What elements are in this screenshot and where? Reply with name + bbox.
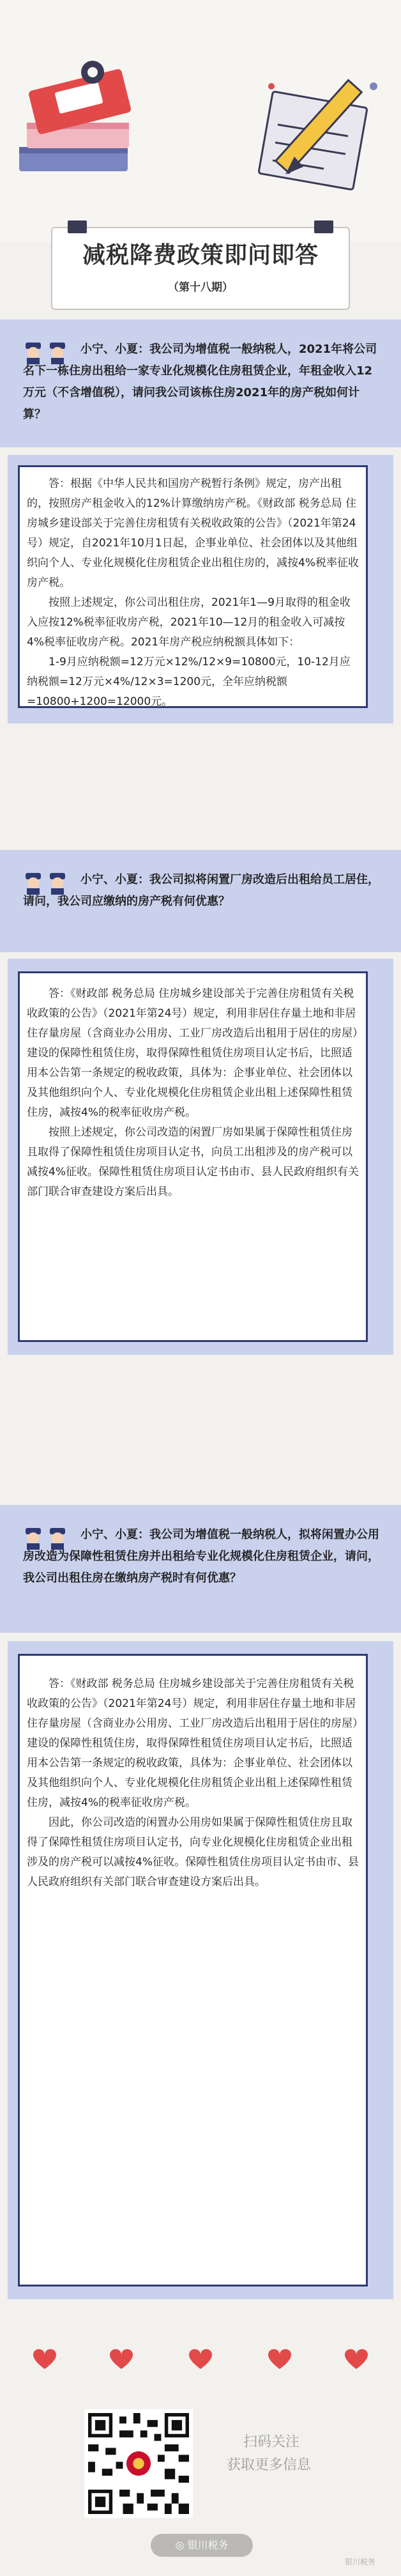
- brand-badge: [151, 2534, 253, 2557]
- question-text: 小宁、小夏：我公司为增值税一般纳税人，拟将闲置办公用房改造为保障性租赁住房并出租给专业化规模化住房租赁企业，请问，我公司出租住房在缴纳房产税时有何优惠？: [23, 1528, 379, 1585]
- scan-prompt: [227, 2431, 367, 2477]
- answer-paragraph: 因此，你公司改造的闲置办公用房如果属于保障性租赁住房且取得了保障性租赁住房项目认定书，向专业化规模化住房租赁企业出租涉及的房产税可以减按4%征收。保障性租赁住房项目认定书由市、县人民政府组织有关部门联合审查建设方案后出具。: [27, 1816, 359, 1888]
- brand-logo-icon: ◎: [175, 2539, 188, 2551]
- brand-label: 银川税务: [187, 2539, 229, 2551]
- issue-number: （第十八期）: [168, 281, 233, 294]
- hearts-decoration: [0, 2342, 401, 2380]
- watermark: 银川税务: [345, 2557, 376, 2566]
- scan-line-2: 获取更多信息: [227, 2457, 312, 2473]
- title-card: [51, 227, 350, 310]
- question-text: 小宁、小夏：我公司拟将闲置厂房改造后出租给员工居住，请问，我公司应缴纳的房产税有何优惠？: [23, 873, 379, 908]
- header: [0, 0, 401, 243]
- answer-text-3: [27, 1674, 359, 1892]
- qr-code[interactable]: [84, 2409, 193, 2518]
- answer-paragraph: 按照上述规定，你公司改造的闲置厂房如果属于保障性租赁住房且取得了保障性租赁住房项目认定书，向员工出租涉及的房产税可以减按4%征收。保障性租赁住房项目认定书由市、县人民政府组织有关部门联合审查建设方案后出具。: [27, 1126, 359, 1198]
- answer-paragraph: 答：根据《中华人民共和国房产税暂行条例》规定，房产出租的，按照房产租金收入的12%计算缴纳房产税。《财政部 税务总局 住房城乡建设部关于完善住房租赁有关税收政策的公告》（2021年第24号）规定，自2021年10月1日起，企事业单位、社会团体以及其他组织向个人、专业化规模化住房租赁企业出租住房的，减按4%税率征收房产税。: [27, 477, 359, 589]
- answer-text-1: [27, 474, 359, 712]
- books-icon: [13, 51, 147, 192]
- page-title: 减税降费政策即问即答: [82, 242, 319, 268]
- answer-paragraph: 答：《财政部 税务总局 住房城乡建设部关于完善住房租赁有关税收政策的公告》（2021年第24号）规定，利用非居住存量土地和非居住存量房屋（含商业办公用房、工业厂房改造后出租用于居住的房屋）建设的保障性租赁住房，取得保障性租赁住房项目认定书后，比照适用本公告第一条规定的税收政策，具体为：企事业单位、社会团体以及其他组织向个人、专业化规模化住房租赁企业出租上述保障性租赁住房，减按4%的税率征收房产税。: [27, 1677, 358, 1809]
- answer-paragraph: 1-9月应纳税额=12万元×12%/12×9=10800元，10-12月应纳税额=12万元×4%/12×3=1200元，全年应纳税额=10800+1200=12000元。: [27, 656, 351, 708]
- pencil-icon: [252, 61, 393, 195]
- question-block-3: [0, 1505, 401, 1633]
- answer-paragraph: 按照上述规定，你公司出租住房，2021年1—9月取得的租金收入应按12%税率征收房产税，2021年10—12月的租金收入可减按4%税率征收房产税。2021年房产税应纳税额具体如下：: [27, 596, 351, 649]
- answer-text-2: [27, 984, 359, 1202]
- answer-paragraph: 答：《财政部 税务总局 住房城乡建设部关于完善住房租赁有关税收政策的公告》（2021年第24号）规定，利用非居住存量土地和非居住存量房屋（含商业办公用房、工业厂房改造后出租用于居住的房屋）建设的保障性租赁住房，取得保障性租赁住房项目认定书后，比照适用本公告第一条规定的税收政策，具体为：企事业单位、社会团体以及其他组织向个人、专业化规模化住房租赁企业出租上述保障性租赁住房，减按4%的税率征收房产税。: [27, 987, 358, 1119]
- question-text: 小宁、小夏：我公司为增值税一般纳税人，2021年将公司名下一栋住房出租给一家专业化规模化住房租赁企业，年租金收入12万元（不含增值税），请问我公司该栋住房2021年的房产税如何计算？: [23, 343, 377, 421]
- scan-line-1: 扫码关注: [243, 2434, 300, 2450]
- question-block-1: [0, 320, 401, 447]
- question-block-2: [0, 850, 401, 952]
